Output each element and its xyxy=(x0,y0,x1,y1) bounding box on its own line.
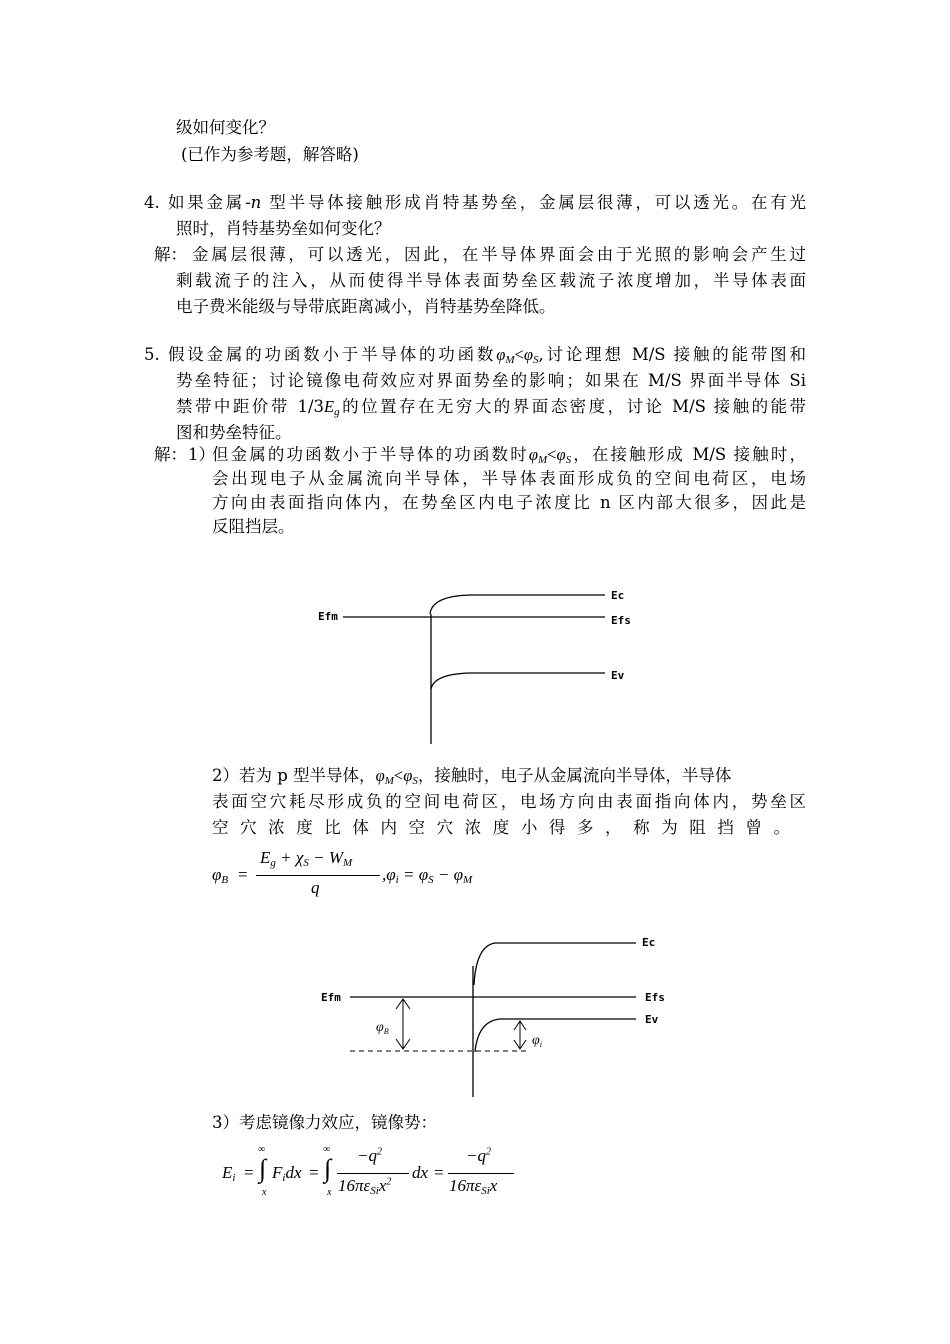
diagram2-ec-curve xyxy=(474,943,636,985)
q5-part3-line-1: 3）考虑镜像力效应，镜像势： xyxy=(212,1113,437,1132)
q5-question-line-3: 禁带中距价带 $1/3E_g$的位置存在无穷大的界面态密度，讨论 M/S 接触的能带 xyxy=(176,397,806,418)
formula1-eq: = xyxy=(238,865,248,884)
q5-question-line-1: 假设金属的功函数小于半导体的功函数$\varphi_M<\varphi_S$,讨论理想 M/S 接触的能带图和 xyxy=(168,345,806,366)
q4-question-line-2: 照时，肖特基势垒如何变化？ xyxy=(176,219,391,238)
diagram2-label-efm: Efm xyxy=(321,991,341,1004)
prev-line-2: (已作为参考题，解答略) xyxy=(181,145,359,164)
formula2-frac1-num: $-q^2$ xyxy=(357,1146,382,1165)
formula2-lhs: $E_i$ xyxy=(222,1163,236,1184)
q5-number: 5. xyxy=(144,345,160,364)
q4-question-line-1: 如果金属-n 型半导体接触形成肖特基势垒，金属层很薄，可以透光。在有光 xyxy=(168,193,807,212)
formula2-frac2-num: $-q^2$ xyxy=(466,1146,491,1165)
diagram2-label-phi-b: $\varphi_B$ xyxy=(376,1020,389,1036)
formula2-frac1-bar xyxy=(337,1173,409,1174)
formula1-fraction-bar xyxy=(256,875,380,876)
formula-barrier-height xyxy=(212,848,512,904)
q4-answer-line-2: 剩载流子的注入，从而使得半导体表面势垒区载流子浓度增加，半导体表面 xyxy=(176,271,806,290)
diagram1-label-ec: Ec xyxy=(611,589,625,602)
diagram2-label-ev: Ev xyxy=(645,1013,659,1026)
formula2-int1-sign: ∫ xyxy=(259,1154,267,1183)
formula2-int2-lower: x xyxy=(327,1187,332,1198)
formula2-integrand-1: $F_idx$ xyxy=(272,1163,302,1184)
diagram2-label-phi-i: $\varphi_i$ xyxy=(532,1033,542,1049)
formula2-int2-sign: ∫ xyxy=(324,1154,332,1183)
formula2-frac2-bar xyxy=(448,1173,514,1174)
phi-m-symbol: $\varphi_M$ xyxy=(496,345,515,366)
q5-part1-line-4: 反阻挡层。 xyxy=(212,517,295,536)
q4-answer-line-1: 金属层很薄，可以透光，因此，在半导体界面会由于光照的影响会产生过 xyxy=(192,245,806,264)
q5-question-line-4: 图和势垒特征。 xyxy=(176,423,292,442)
diagram2-label-ec: Ec xyxy=(642,936,656,949)
q5-part1-line-1: 但金属的功函数小于半导体的功函数时$\varphi_M<\varphi_S$，在接触形成 M/S 接触时， xyxy=(212,445,807,466)
formula2-frac2-den: $16\pi\varepsilon_{Si}x$ xyxy=(449,1176,498,1197)
formula-image-potential xyxy=(222,1146,522,1202)
q5-part1-line-3: 方向由表面指向体内，在势垒区内电子浓度比 n 区内部大很多，因此是 xyxy=(212,493,806,512)
formula2-int1-upper: ∞ xyxy=(258,1144,266,1155)
diagram1-label-efm: Efm xyxy=(318,610,338,623)
formula2-eq-3: = xyxy=(434,1163,444,1182)
formula1-numerator: $E_g + \chi_S - W_M$ xyxy=(260,848,353,869)
q5-part1-number: 1） xyxy=(188,445,215,464)
diagram1-ec-curve xyxy=(430,595,605,614)
diagram1-label-ev: Ev xyxy=(611,669,625,682)
diagram2-ev-curve xyxy=(475,1019,636,1052)
formula2-eq-2: = xyxy=(309,1163,319,1182)
q4-number: 4. xyxy=(144,193,160,212)
phi-s-symbol: $\varphi_S$ xyxy=(523,345,539,366)
q5-question-line-2: 势垒特征；讨论镜像电荷效应对界面势垒的影响；如果在 M/S 界面半导体 Si xyxy=(176,371,806,390)
diagram1-label-efs: Efs xyxy=(611,614,631,627)
formula1-denominator: q xyxy=(311,878,320,897)
q5-part2-line-3: 空穴浓度比体内空穴浓度小得多，称为阻挡曾。 xyxy=(212,818,790,837)
q4-answer-line-3: 电子费米能级与导带底距离减小，肖特基势垒降低。 xyxy=(176,297,556,316)
diagram1-ev-curve xyxy=(431,673,605,689)
formula2-int2-upper: ∞ xyxy=(323,1144,331,1155)
formula2-eq-1: = xyxy=(244,1163,254,1182)
prev-line-1: 级如何变化？ xyxy=(176,118,275,137)
q4-answer-label: 解： xyxy=(154,245,187,264)
formula2-dx-2: dx xyxy=(412,1163,429,1182)
q5-part2-line-2: 表面空穴耗尽形成负的空间电荷区，电场方向由表面指向体内，势垒区 xyxy=(212,792,806,811)
formula2-int1-lower: x xyxy=(262,1187,267,1198)
q5-part2-line-1: 2）若为 p 型半导体，$\varphi_M<\varphi_S$，接触时，电子从金属流向半导体，半导体 xyxy=(212,766,732,787)
formula2-frac1-den: $16\pi\varepsilon_{Si}x^2$ xyxy=(338,1176,392,1197)
q5-part1-line-2: 会出现电子从金属流向半导体，半导体表面形成负的空间电荷区，电场 xyxy=(212,469,806,488)
diagram2-label-efs: Efs xyxy=(645,991,665,1004)
eg-symbol: $E_g$ xyxy=(324,397,340,418)
formula1-lhs: $\varphi_B$ xyxy=(212,865,229,886)
q5-answer-label: 解： xyxy=(154,445,187,464)
formula1-rest: $,\varphi_i = \varphi_S - \varphi_M$ xyxy=(382,865,473,886)
